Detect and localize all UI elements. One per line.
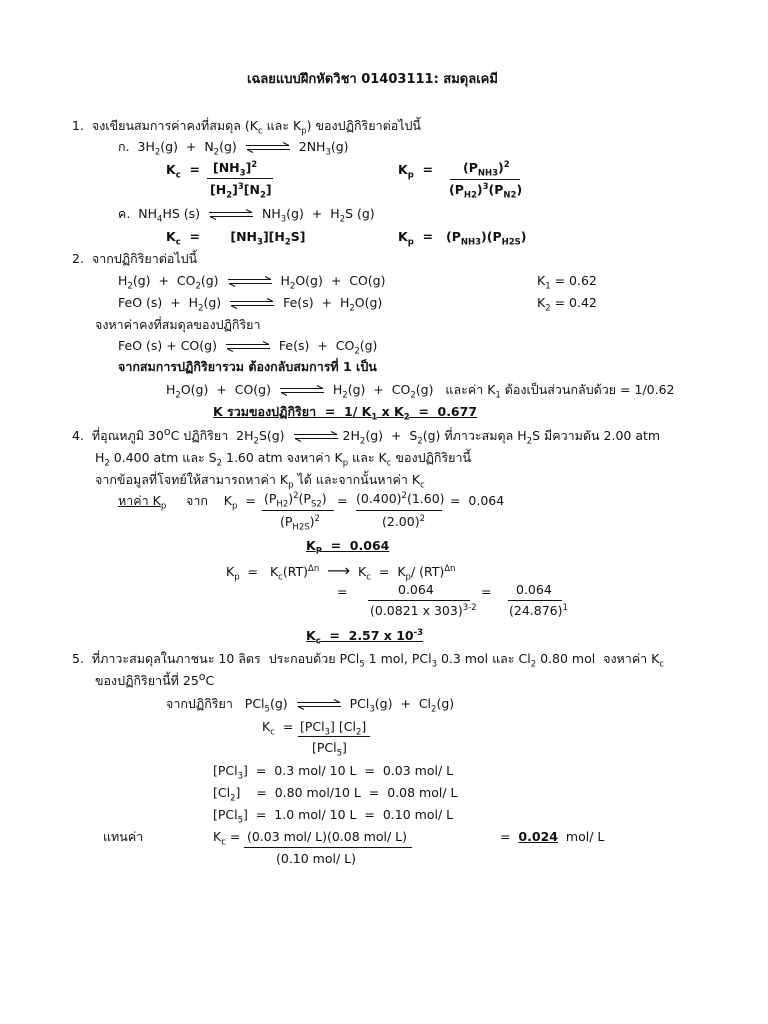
q2-reaction-1: $H_2(g) + CO_2(g) H_2O(g) + CO(g)$ (118, 273, 386, 292)
q5-conc-2: $[Cl_2]$ = 0.80 mol/10 L = 0.08 mol/ L (213, 785, 458, 804)
q5-reaction: จากปฏิกิริยา PCl$_5$(g) $PCl_3(g) + Cl_2(g)$ (166, 696, 455, 715)
q4-equals-3: = (481, 584, 492, 599)
fraction-bar (508, 600, 562, 601)
right-arrow-icon: ⟶ (327, 561, 351, 580)
q5-kc-denominator: [PCl$_5$] (312, 740, 347, 759)
q4-relation: $K_p = K_c(RT)^{\Delta n}$ ⟶ $K_c = K_p/$ (RT)$^{\Delta n}$ (226, 561, 456, 583)
equilibrium-arrow-icon (208, 209, 254, 220)
question-4: 4. ที่อุณหภูมิ 30$^o$C ปฏิกิริยา $2H_2S(g) 2H_2(g) + S_2(g)$ ที่ภาวะสมดุล $H_2S$ มีความดัน 2.00 atm (72, 424, 661, 447)
q5-kc-label: $K_c$ = (262, 719, 294, 738)
q5-text-2: ของปฏิกิริยานี้ที่ 25$^o$C (95, 669, 215, 688)
q1a-kp-label: $K_p$ = (398, 162, 433, 181)
q5-conc-3: [PCl$_5$] = 1.0 mol/ 10 L = 0.10 mol/ L (213, 807, 454, 826)
q1b-kp: $K_p = (P_{NH3})(P_{H2S})$ (398, 229, 527, 248)
question-1: 1. จงเขียนสมการค่าคงที่สมดุล ($K_c$ และ $K_p$) ของปฏิกิริยาต่อไปนี้ (72, 118, 421, 137)
q5-value-denominator: (0.10 mol/ L) (276, 851, 357, 866)
fraction-bar (356, 510, 442, 511)
q1a-kp-denominator: $(P_{H2})^3(P_{N2})$ (449, 181, 523, 201)
q2-k1: $K_1 = 0.62$ (537, 273, 597, 292)
q5-conc-1: [PCl$_3$] = 0.3 mol/ 10 L = 0.03 mol/ L (213, 763, 454, 782)
q1a-kc-numerator: $[NH_3]^2$ (213, 159, 258, 179)
q4-kp-result: $K_P = 0.064$ (306, 538, 390, 557)
q1a-kp-numerator: $(P_{NH3})^2$ (463, 159, 510, 179)
q1-reaction-b: ค. $NH_4HS$ (s) $NH_3(g) + H_2S$ (g) (118, 206, 375, 225)
q5-subst: แทนค่า (103, 829, 144, 844)
fraction-bar (262, 510, 334, 511)
equilibrium-arrow-icon (245, 142, 291, 153)
equilibrium-arrow-icon (227, 276, 273, 287)
q4-kc-denominator: (0.0821 x 303)$^{3-2}$ (370, 602, 477, 618)
q4-equals-2: = (337, 584, 348, 599)
q5-value-numerator: (0.03 mol/ L)(0.08 mol/ L) (247, 829, 408, 844)
equilibrium-arrow-icon (279, 385, 325, 396)
q2-reaction-3: FeO (s) + CO(g) $Fe(s) + CO_2(g)$ (118, 338, 378, 357)
page-title: เฉลยแบบฝึกหัดวิชา 01403111: สมดุลเคมี (247, 72, 498, 87)
q2-reaction-2: FeO $(s) + H_2(g) Fe(s) + H_2O(g)$ (118, 295, 383, 314)
q4-kp-value-numerator: $(0.400)^2(1.60)$ (356, 490, 445, 506)
q4-find-kp: หาค่า $K_p$ (118, 493, 167, 512)
q2-reaction-4: $H_2O(g) + CO(g) H_2(g) + CO_2(g)$ และค่า $K_1$ ต้องเป็นส่วนกลับด้วย = 1/0.62 (166, 382, 675, 401)
q5-kc-label-2: $K_c$ = (213, 829, 241, 848)
equilibrium-arrow-icon (225, 341, 271, 352)
q4-kc-numerator: 0.064 (398, 582, 434, 597)
q2-ask: จงหาค่าคงที่สมดุลของปฏิกิริยา (95, 317, 261, 332)
fraction-bar (450, 179, 520, 180)
fraction-bar (244, 847, 412, 848)
q4-kc-result: $K_c = 2.57$ x $10^{-3}$ (306, 627, 424, 647)
question-2: 2. จากปฏิกิริยาต่อไปนี้ (72, 251, 198, 266)
q4-text-3: จากข้อมูลที่โจทย์ให้สามารถหาค่า $K_p$ ได้ และจากนั้นหาค่า $K_c$ (95, 472, 425, 491)
equilibrium-arrow-icon (229, 298, 275, 309)
q4-from: จาก $K_p$ = (186, 493, 256, 512)
fraction-bar (298, 736, 370, 737)
q4-kc-numerator-2: 0.064 (516, 582, 552, 597)
q4-kp-denominator: $(P_{H2S})^2$ (280, 513, 320, 533)
q2-result: K รวมของปฏิกิริยา = 1/ $K_1$ x $K_2 = 0.677$ (213, 404, 478, 423)
q4-text-2: $H_2$ 0.400 atm และ $S_2$ 1.60 atm จงหาค่า $K_p$ และ $K_c$ ของปฏิกิริยานี้ (95, 450, 472, 469)
fraction-bar (207, 178, 273, 179)
q4-equals: = (337, 493, 348, 508)
q4-kp-value: = 0.064 (450, 493, 505, 508)
q5-kc-numerator: [PCl$_3$] $[Cl_2]$ (300, 719, 367, 738)
fraction-bar (368, 600, 470, 601)
q1a-kc-label: $K_c$ = (166, 162, 200, 181)
q4-kp-numerator: $(P_{H2})^2(P_{S2})$ (264, 490, 327, 510)
q1-reaction-a: ก. $3H_2(g) + N_2(g)$ $2NH_3(g)$ (118, 139, 349, 158)
question-5: 5. ที่ภาวะสมดุลในภาชนะ 10 ลิตร ประกอบด้วย PCl$_5$ 1 mol, PCl$_3$ 0.3 mol และ $Cl_2$ 0.80 mol จงหาค่า $K_c$ (72, 651, 665, 670)
q2-note: จากสมการปฏิกิริยารวม ต้องกลับสมการที่ 1 เป็น (118, 359, 377, 374)
q5-answer: = 0.024 mol/ L (500, 829, 605, 844)
q4-kp-value-denominator: $(2.00)^2$ (382, 513, 426, 529)
q4-kc-denominator-2: $(24.876)^1$ (509, 602, 568, 618)
q2-k2: $K_2 = 0.42$ (537, 295, 597, 314)
q1b-kc: $K_c$ = $[NH_3][H_2S]$ (166, 229, 306, 248)
equilibrium-arrow-icon (296, 699, 342, 710)
equilibrium-arrow-icon (293, 431, 339, 442)
q1a-kc-denominator: $[H_2]^3[N_2]$ (210, 181, 272, 201)
